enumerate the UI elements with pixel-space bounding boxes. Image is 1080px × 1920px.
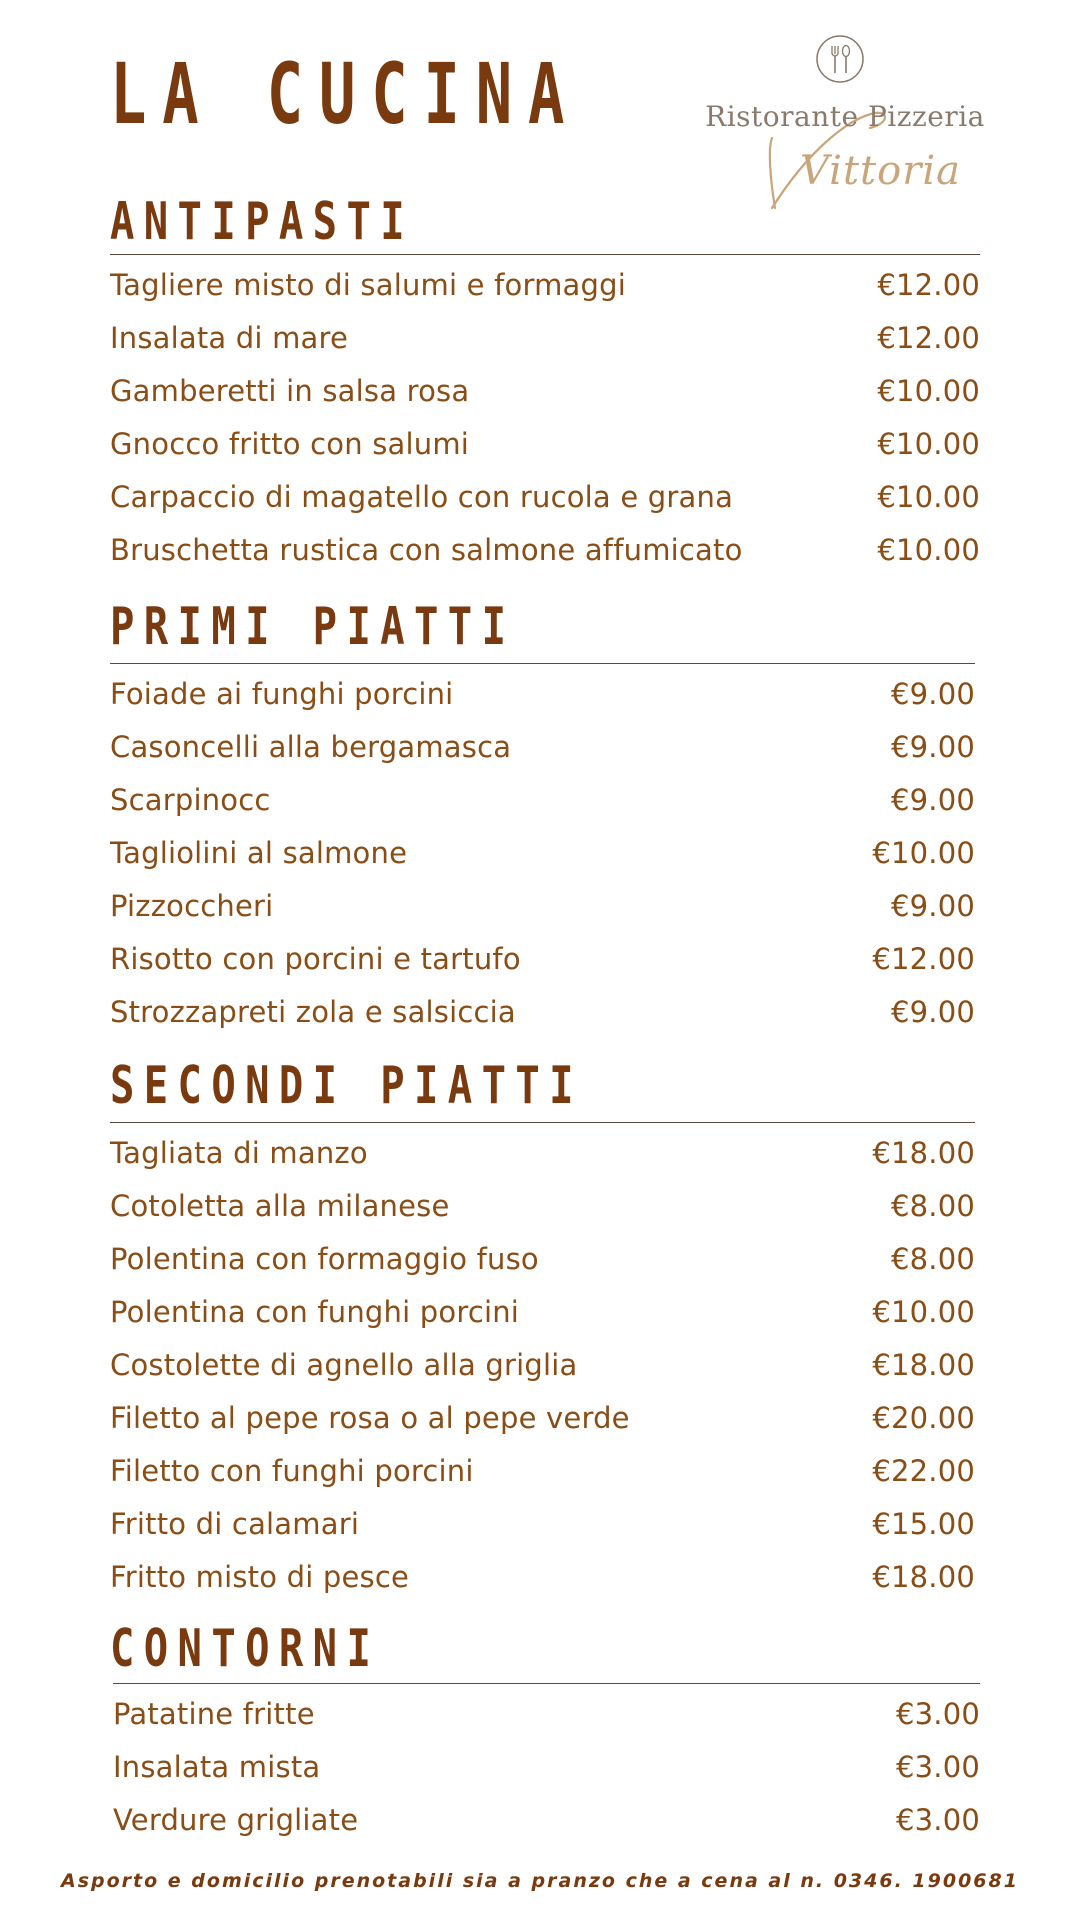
section-divider — [110, 254, 980, 255]
item-name: Risotto con porcini e tartufo — [110, 941, 521, 976]
menu-item — [110, 1550, 975, 1603]
item-price: €9.00 — [890, 888, 975, 923]
item-name: Strozzapreti zola e salsiccia — [110, 994, 516, 1029]
item-name: Tagliata di manzo — [110, 1135, 368, 1170]
item-price: €18.00 — [872, 1347, 975, 1382]
item-name: Polentina con funghi porcini — [110, 1294, 520, 1329]
section-contorni — [110, 1619, 980, 1846]
menu-item — [110, 1391, 975, 1444]
section-title: PRIMI PIATTI — [110, 597, 516, 657]
menu-item — [110, 1232, 975, 1285]
menu-item — [110, 773, 975, 826]
item-price: €22.00 — [872, 1453, 975, 1488]
section-title: CONTORNI — [110, 1619, 381, 1679]
item-price: €9.00 — [890, 729, 975, 764]
item-name: Casoncelli alla bergamasca — [110, 729, 512, 764]
menu-item — [110, 258, 980, 311]
item-name: Fritto misto di pesce — [110, 1559, 410, 1594]
item-price: €10.00 — [877, 426, 980, 461]
menu-item — [110, 523, 980, 576]
item-price: €15.00 — [872, 1506, 975, 1541]
menu-item — [110, 311, 980, 364]
restaurant-logo — [700, 28, 990, 218]
item-price: €9.00 — [890, 994, 975, 1029]
item-name: Foiade ai funghi porcini — [110, 676, 454, 711]
item-price: €3.00 — [895, 1696, 980, 1731]
item-price: €12.00 — [877, 320, 980, 355]
item-name: Pizzoccheri — [110, 888, 274, 923]
menu-item — [110, 667, 975, 720]
menu-item — [110, 1285, 975, 1338]
menu-item — [110, 417, 980, 470]
item-price: €8.00 — [890, 1188, 975, 1223]
item-price: €10.00 — [877, 373, 980, 408]
menu-item — [110, 1444, 975, 1497]
menu-item — [110, 1497, 975, 1550]
item-price: €10.00 — [877, 532, 980, 567]
item-name: Insalata di mare — [110, 320, 349, 355]
item-name: Costolette di agnello alla griglia — [110, 1347, 578, 1382]
item-name: Gamberetti in salsa rosa — [110, 373, 470, 408]
section-title: ANTIPASTI — [110, 192, 415, 252]
item-name: Verdure grigliate — [113, 1802, 359, 1837]
logo-name: Ristorante Pizzeria — [705, 100, 985, 133]
item-name: Filetto al pepe rosa o al pepe verde — [110, 1400, 630, 1435]
item-price: €10.00 — [872, 1294, 975, 1329]
section-primi-piatti — [110, 597, 975, 1038]
menu-item — [113, 1687, 980, 1740]
item-price: €20.00 — [872, 1400, 975, 1435]
footer-note: Asporto e domicilio prenotabili sia a pranzo che a cena al n. 0346. 1900681 — [61, 1870, 1019, 1892]
section-title: SECONDI PIATTI — [110, 1056, 583, 1116]
section-divider — [110, 663, 975, 664]
item-price: €9.00 — [890, 676, 975, 711]
menu-item — [110, 364, 980, 417]
menu-item — [113, 1793, 980, 1846]
menu-item — [110, 932, 975, 985]
item-price: €10.00 — [872, 835, 975, 870]
item-price: €18.00 — [872, 1559, 975, 1594]
menu-item — [110, 1126, 975, 1179]
section-divider — [110, 1122, 975, 1123]
item-price: €18.00 — [872, 1135, 975, 1170]
item-name: Filetto con funghi porcini — [110, 1453, 474, 1488]
item-name: Gnocco fritto con salumi — [110, 426, 470, 461]
item-price: €10.00 — [877, 479, 980, 514]
item-name: Scarpinocc — [110, 782, 271, 817]
menu-item — [110, 879, 975, 932]
item-price: €3.00 — [895, 1749, 980, 1784]
item-name: Bruschetta rustica con salmone affumicato — [110, 532, 743, 567]
section-divider — [113, 1683, 980, 1684]
item-name: Fritto di calamari — [110, 1506, 360, 1541]
menu-item — [110, 720, 975, 773]
item-name: Polentina con formaggio fuso — [110, 1241, 539, 1276]
item-name: Patatine fritte — [113, 1696, 315, 1731]
menu-item — [110, 826, 975, 879]
item-name: Cotoletta alla milanese — [110, 1188, 450, 1223]
menu-item — [110, 1179, 975, 1232]
item-price: €9.00 — [890, 782, 975, 817]
item-price: €12.00 — [872, 941, 975, 976]
menu-item — [110, 470, 980, 523]
item-name: Tagliere misto di salumi e formaggi — [110, 267, 626, 302]
item-name: Carpaccio di magatello con rucola e grana — [110, 479, 734, 514]
menu-item — [110, 985, 975, 1038]
page-title: LA CUCINA — [110, 45, 581, 143]
section-antipasti — [110, 192, 980, 576]
item-name: Insalata mista — [113, 1749, 321, 1784]
item-name: Tagliolini al salmone — [110, 835, 408, 870]
item-price: €12.00 — [877, 267, 980, 302]
logo-script: Vittoria — [800, 148, 961, 194]
item-price: €3.00 — [895, 1802, 980, 1837]
item-price: €8.00 — [890, 1241, 975, 1276]
menu-item — [113, 1740, 980, 1793]
menu-item — [110, 1338, 975, 1391]
section-secondi-piatti — [110, 1056, 975, 1603]
